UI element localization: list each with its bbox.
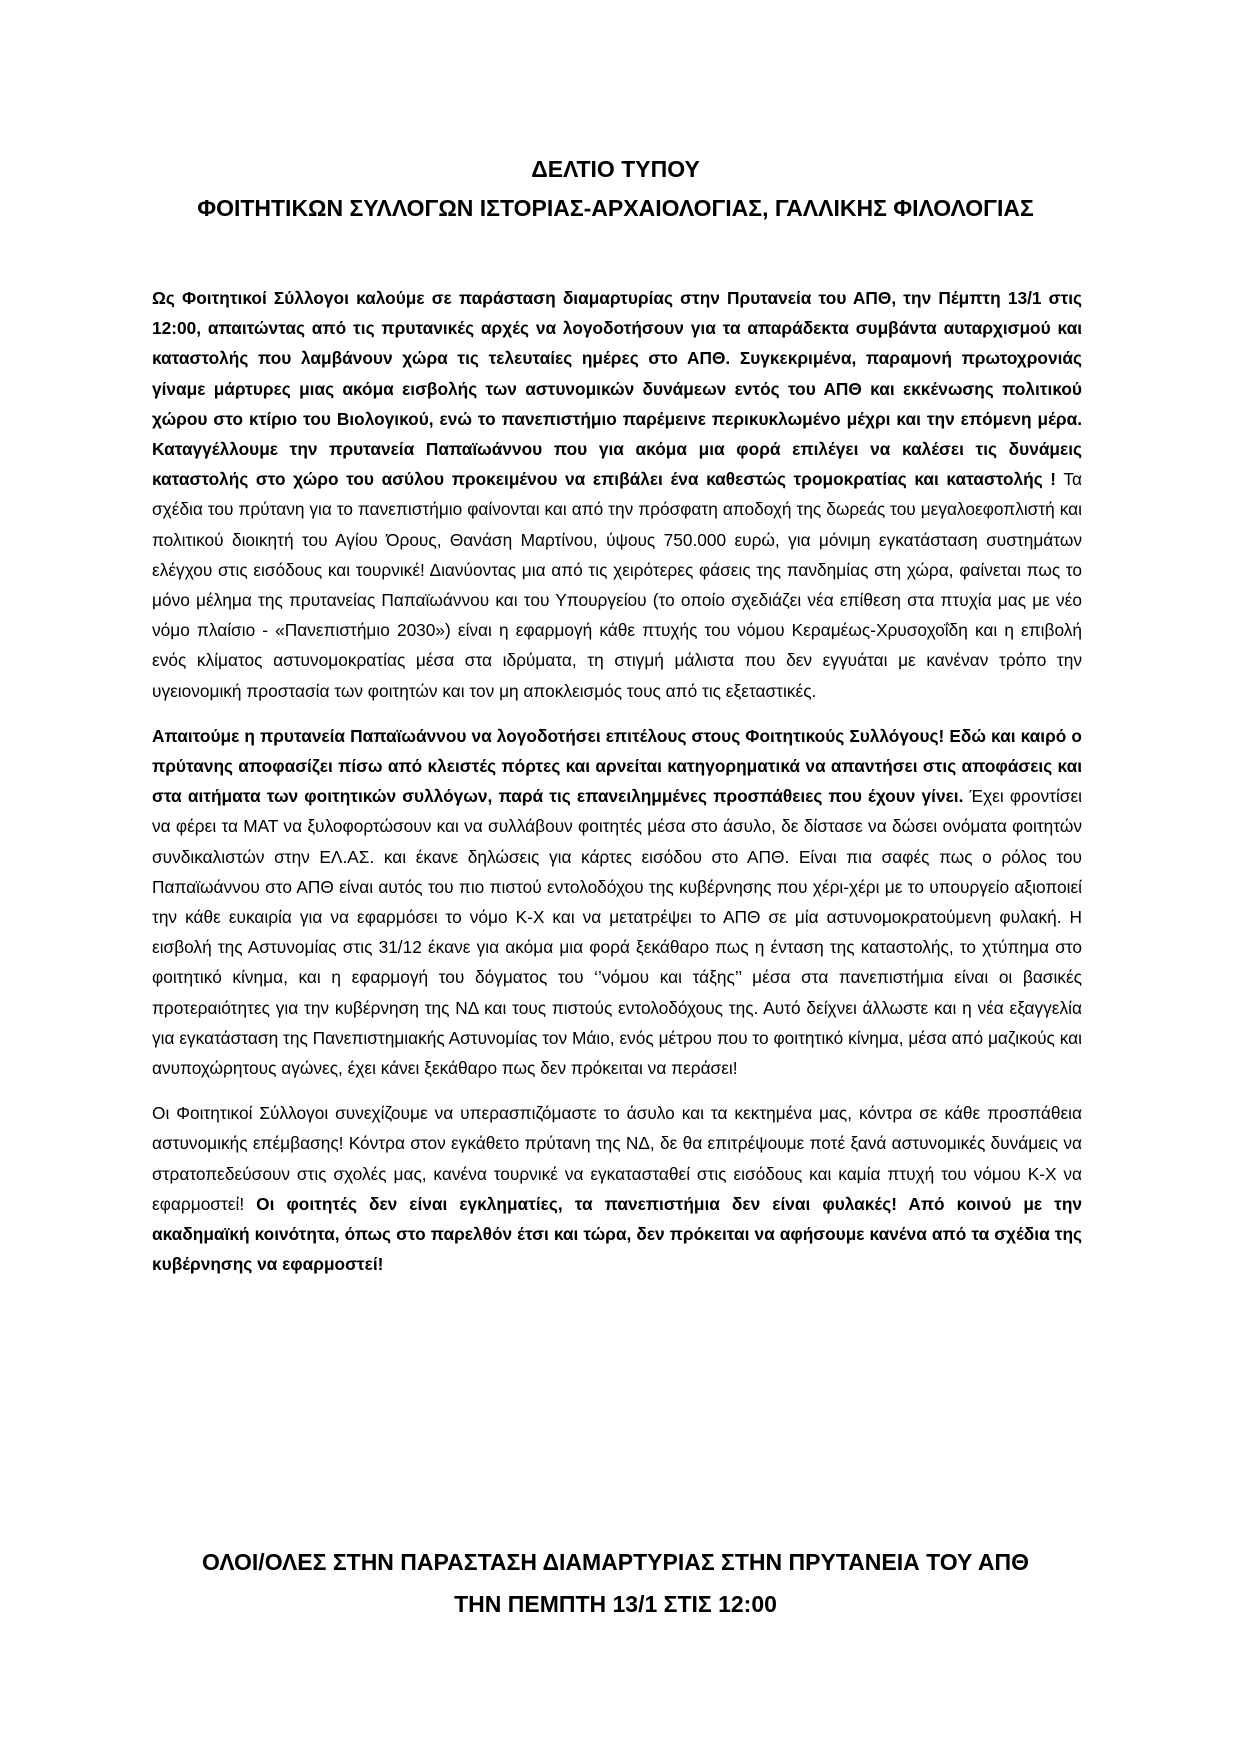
document-body [152,283,1082,1295]
document-subtitle: ΦΟΙΤΗΤΙΚΩΝ ΣΥΛΛΟΓΩΝ ΙΣΤΟΡΙΑΣ-ΑΡΧΑΙΟΛΟΓΙΑΣ, ΓΑΛΛΙΚΗΣ ΦΙΛΟΛΟΓΙΑΣ [197,195,1034,221]
paragraph-1 [152,283,1082,706]
paragraph-1-bold: Ως Φοιτητικοί Σύλλογοι καλούμε σε παράσταση διαμαρτυρίας στην Πρυτανεία του ΑΠΘ, την Πέμπτη 13/1 στις 12:00, απαιτώντας από τις πρυτανικές αρχές να λογοδοτήσουν για τα απαράδεκτα συμβάντα αυταρχισμού και καταστολής που λαμβάνουν χώρα τις τελευταίες ημέρες στο ΑΠΘ. Συγκεκριμένα, παραμονή πρωτοχρονιάς γίναμε μάρτυρες μιας ακόμα εισβολής των αστυνομικών δυνάμεων εντός του ΑΠΘ και εκκένωσης πολιτικού χώρου στο κτίριο του Βιολογικού, ενώ το πανεπιστήμιο παρέμεινε περικυκλωμένο μέχρι και την επόμενη μέρα. Καταγγέλλουμε την πρυτανεία Παπαϊωάννου που για ακόμα μια φορά επιλέγει να καλέσει τις δυνάμεις καταστολής στο χώρο του ασύλου προκειμένου να επιβάλει ένα καθεστώς τρομοκρατίας και καταστολής ! [152,288,1082,490]
call-to-action [150,1541,1081,1625]
paragraph-3 [152,1098,1082,1279]
paragraph-3-normal: Οι Φοιτητικοί Σύλλογοι συνεχίζουμε να υπερασπιζόμαστε το άσυλο και τα κεκτημένα μας, κόντρα σε κάθε προσπάθεια αστυνομικής επέμβασης! Κόντρα στον εγκάθετο πρύτανη της ΝΔ, δε θα επιτρέψουμε ποτέ ξανά αστυνομικές δυνάμεις να στρατοπεδεύσουν στις σχολές μας, κανένα τουρνικέ να εγκατασταθεί στις εισόδους και καμία πτυχή του νόμου Κ-Χ να εφαρμοστεί! [152,1103,1082,1214]
paragraph-3-bold: Οι φοιτητές δεν είναι εγκληματίες, τα πανεπιστήμια δεν είναι φυλακές! Από κοινού με την ακαδημαϊκή κοινότητα, όπως στο παρελθόν έτσι και τώρα, δεν πρόκειται να αφήσουμε κανένα από τα σχέδια της κυβέρνησης να εφαρμοστεί! [152,1193,1083,1275]
paragraph-2-normal: Έχει φροντίσει να φέρει τα ΜΑΤ να ξυλοφορτώσουν και να συλλάβουν φοιτητές μέσα στο άσυλο, δε δίστασε να δώσει ονόματα φοιτητών συνδικαλιστών στην ΕΛ.ΑΣ. και έκανε δηλώσεις για κάρτες εισόδου στο ΑΠΘ. Είναι πια σαφές πως ο ρόλος του Παπαϊωάννου στο ΑΠΘ είναι αυτός του πιο πιστού εντολοδόχου της κυβέρνησης που χέρι-χέρι με το υπουργείο αξιοποιεί την κάθε ευκαιρία για να εφαρμόσει το νόμο Κ-Χ και να μετατρέψει το ΑΠΘ σε μία αστυνομοκρατούμενη φυλακή. Η εισβολή της Αστυνομίας στις 31/12 έκανε για ακόμα μια φορά ξεκάθαρο πως η ένταση της καταστολής, το χτύπημα στο φοιτητικό κίνημα, και η εφαρμογή του δόγματος του ‘’νόμου και τάξης’’ μέσα στα πανεπιστήμια είναι οι βασικές προτεραιότητες για την κυβέρνηση της ΝΔ και τους πιστούς εντολοδόχους της. Αυτό δείχνει άλλωστε και η νέα εξαγγελία για εγκατάσταση της Πανεπιστημιακής Αστυνομίας τον Μάιο, ενός μέτρου που το φοιτητικό κίνημα, μέσα από μαζικούς και ανυποχώρητους αγώνες, έχει κάνει ξεκάθαρο πως δεν πρόκειται να περάσει! [152,786,1083,1079]
paragraph-2-bold: Απαιτούμε η πρυτανεία Παπαϊωάννου να λογοδοτήσει επιτέλους στους Φοιτητικούς Συλλόγους! Εδώ και καιρό ο πρύτανης αποφασίζει πίσω από κλειστές πόρτες και αρνείται κατηγορηματικά να απαντήσει στις αποφάσεις και στα αιτήματα των φοιτητικών συλλόγων, παρά τις επανειλημμένες προσπάθειες που έχουν γίνει. [152,725,1082,807]
paragraph-2 [152,721,1082,1083]
paragraph-1-normal: Τα σχέδια του πρύτανη για το πανεπιστήμιο φαίνονται και από την πρόσφατη αποδοχή της δωρεάς του μεγαλοεφοπλιστή και πολιτικού διοικητή του Αγίου Όρους, Θανάση Μαρτίνου, ύψους 750.000 ευρώ, για μόνιμη εγκατάσταση συστημάτων ελέγχου στις εισόδους και τουρνικέ! Διανύοντας μια από τις χειρότερες φάσεις της πανδημίας στη χώρα, φαίνεται πως το μόνο μέλημα της πρυτανείας Παπαϊωάννου και του Υπουργείου (το οποίο σχεδιάζει νέα επίθεση στα πτυχία μας με νέο νόμο πλαίσιο - «Πανεπιστήμιο 2030») είναι η εφαρμογή κάθε πτυχής του νόμου Κεραμέως-Χρυσοχοΐδη και η επιβολή ενός κλίματος αστυνομοκρατίας μέσα στα ιδρύματα, τη στιγμή μάλιστα που δεν εγγυάται με κανέναν τρόπο την υγειονομική προστασία των φοιτητών και τον μη αποκλεισμός τους από τις εξεταστικές. [152,469,1082,701]
call-to-action-line-1: ΟΛΟΙ/ΟΛΕΣ ΣΤΗΝ ΠΑΡΑΣΤΑΣΗ ΔΙΑΜΑΡΤΥΡΙΑΣ ΣΤΗΝ ΠΡΥΤΑΝΕΙΑ ΤΟΥ ΑΠΘ [202,1549,1029,1575]
document-heading [150,150,1081,228]
document-title: ΔΕΛΤΙΟ ΤΥΠΟΥ [531,156,700,182]
call-to-action-line-2: ΤΗΝ ΠΕΜΠΤΗ 13/1 ΣΤΙΣ 12:00 [454,1591,777,1617]
